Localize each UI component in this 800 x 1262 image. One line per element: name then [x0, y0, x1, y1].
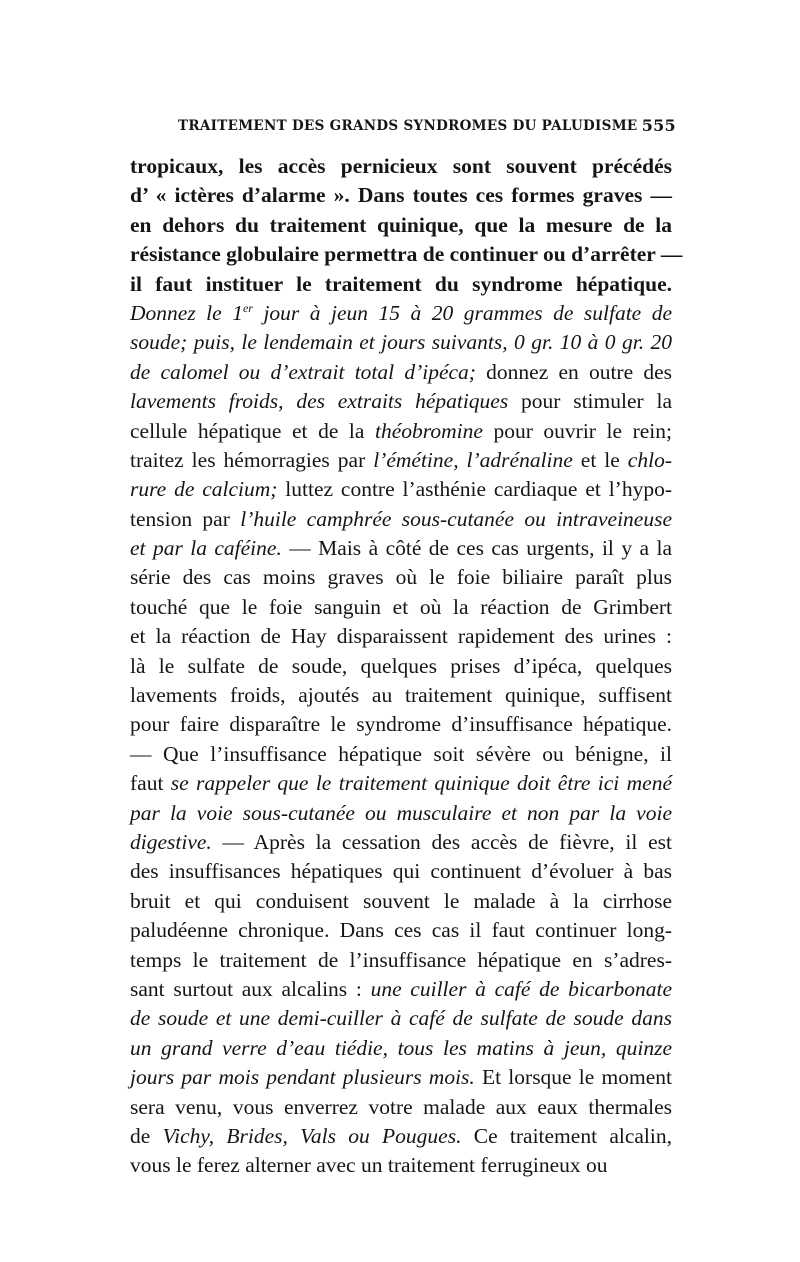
- italic-span: théobromine: [375, 418, 483, 443]
- text-line: [130, 270, 672, 299]
- italic-span: jour à jeun 15 à 20 grammes de sulfate de: [252, 300, 673, 325]
- text-span: — Que l’insuffisance hépatique soit sévère ou bénigne, il: [130, 741, 672, 766]
- text-span: temps le traitement de l’insuffisance hépatique en s’adres-: [130, 947, 672, 972]
- text-span: en dehors du traitement quinique, que la mesure de la: [130, 212, 672, 237]
- text-line: [130, 299, 672, 328]
- text-span: et la réaction de Hay disparaissent rapidement des urines :: [130, 624, 672, 649]
- text-span: faut: [130, 771, 171, 796]
- italic-span: de calomel ou d’extrait total d’ipéca;: [130, 359, 476, 384]
- text-line: [130, 563, 672, 592]
- text-span: pour faire disparaître le syndrome d’insuffisance hépatique.: [130, 712, 672, 737]
- text-line: [130, 681, 672, 710]
- text-span: Et lorsque le moment: [474, 1065, 672, 1090]
- text-line: [130, 828, 672, 857]
- text-line: [130, 740, 672, 769]
- text-line: [130, 475, 672, 504]
- body-text: [130, 152, 683, 1181]
- italic-span: des extraits hépatiques: [296, 389, 509, 414]
- text-line: [130, 652, 672, 681]
- italic-span: Donnez le 1: [130, 300, 243, 325]
- text-span: Ce traitement alcalin,: [461, 1123, 672, 1148]
- text-span: tropicaux, les accès pernicieux sont souvent précédés: [130, 154, 672, 178]
- italic-span: rure de calcium;: [130, 477, 278, 502]
- text-line: [130, 710, 672, 739]
- italic-span: se rappeler que le traitement quinique doit être ici mené: [170, 771, 672, 796]
- italic-span: une cuiller à café de bicarbonate: [370, 976, 672, 1001]
- text-span: il faut instituer le traitement du syndrome hépatique.: [130, 271, 672, 296]
- text-line: [130, 975, 672, 1004]
- superscript: er: [242, 300, 253, 315]
- text-span: de: [130, 1123, 163, 1148]
- text-span: pour stimuler la: [508, 389, 672, 414]
- text-line: [130, 857, 672, 886]
- italic-span: l’huile camphrée sous-cutanée ou intraveineuse: [240, 506, 672, 531]
- text-span: tension par: [130, 506, 241, 531]
- text-line: [130, 769, 672, 798]
- text-span: d’ « ictères d’alarme ». Dans toutes ces formes graves —: [130, 183, 672, 208]
- text-span: et le: [572, 447, 628, 472]
- italic-span: jours par mois pendant plusieurs mois.: [130, 1065, 475, 1090]
- text-span: sera venu, vous enverrez votre malade aux eaux thermales: [130, 1094, 672, 1119]
- running-title: TRAITEMENT DES GRANDS SYNDROMES DU PALUDISME: [178, 118, 638, 134]
- italic-span: par la voie sous-cutanée ou musculaire et non par la voie: [130, 800, 672, 825]
- text-line: [130, 1151, 672, 1180]
- text-line: [130, 152, 672, 181]
- italic-span: digestive.: [130, 829, 212, 854]
- text-line: [130, 916, 672, 945]
- italic-span: l’émétine, l’adrénaline: [373, 447, 573, 472]
- italic-span: Vichy, Brides, Vals ou Pougues.: [162, 1123, 462, 1148]
- text-span: donnez en outre des: [475, 359, 673, 384]
- text-line: [130, 328, 672, 357]
- text-span: vous le ferez alterner avec un traitement ferrugineux ou: [130, 1153, 608, 1178]
- text-span: des insuffisances hépatiques qui continuent d’évoluer à bas: [130, 859, 672, 884]
- text-span: luttez contre l’asthénie cardiaque et l’hypo-: [277, 477, 672, 502]
- text-span: — Après la cessation des accès de fièvre, il est: [211, 829, 672, 854]
- italic-span: de soude et une demi-cuiller à café de sulfate de soude dans: [130, 1006, 672, 1031]
- text-line: [130, 505, 672, 534]
- italic-span: lavements froids: [130, 389, 279, 414]
- text-span: bruit et qui conduisent souvent le malade à la cirrhose: [130, 888, 672, 913]
- text-span: lavements froids, ajoutés au traitement quinique, suffisent: [130, 683, 672, 708]
- text-line: [130, 358, 672, 387]
- text-span: série des cas moins graves où le foie biliaire paraît plus: [130, 565, 672, 590]
- text-line: [130, 1004, 672, 1033]
- italic-span: et par la caféine.: [130, 536, 282, 561]
- text-line: [130, 622, 672, 651]
- text-span: touché que le foie sanguin et où la réaction de Grimbert: [130, 594, 672, 619]
- page-number: 555: [641, 116, 676, 135]
- text-span: paludéenne chronique. Dans ces cas il faut continuer long-: [130, 918, 672, 943]
- text-line: [130, 1063, 672, 1092]
- text-span: là le sulfate de soude, quelques prises d’ipéca, quelques: [130, 653, 672, 678]
- text-line: [130, 534, 672, 563]
- text-line: [130, 593, 672, 622]
- text-line: [130, 1034, 672, 1063]
- italic-span: un grand verre d’eau tiédie, tous les matins à jeun, quinze: [130, 1035, 672, 1060]
- text-line: [130, 446, 672, 475]
- italic-span: chlo-: [627, 447, 672, 472]
- italic-span: soude; puis, le lendemain et jours suivants, 0 gr. 10 à 0 gr. 20: [130, 330, 672, 355]
- text-span: sant surtout aux alcalins :: [130, 976, 371, 1001]
- text-line: [130, 181, 672, 210]
- text-line: [130, 799, 672, 828]
- text-line: [130, 1122, 672, 1151]
- text-line: [130, 887, 672, 916]
- text-span: pour ouvrir le rein;: [482, 418, 672, 443]
- text-span: traitez les hémorragies par: [130, 447, 374, 472]
- text-span: résistance globulaire permettra de continuer ou d’arrêter —: [130, 242, 683, 267]
- running-head: [178, 116, 676, 138]
- text-line: [130, 211, 672, 240]
- text-line: [130, 387, 672, 416]
- text-span: ,: [278, 389, 297, 414]
- text-line: [130, 240, 683, 269]
- text-span: cellule hépatique et de la: [130, 418, 375, 443]
- text-line: [130, 417, 672, 446]
- text-line: [130, 946, 672, 975]
- text-span: — Mais à côté de ces cas urgents, il y a la: [281, 536, 672, 561]
- text-line: [130, 1093, 672, 1122]
